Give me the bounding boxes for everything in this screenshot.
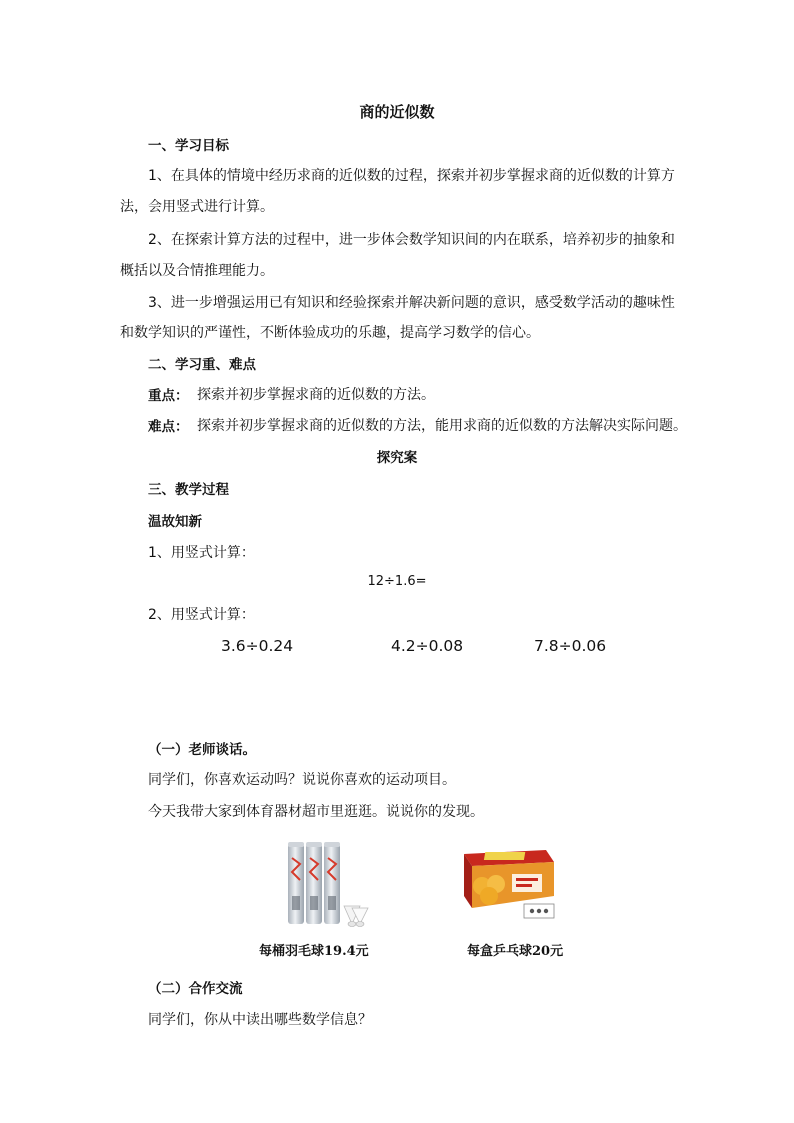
- question-1-expression: 12÷1.6=: [367, 574, 427, 589]
- expression-2: 4.2÷0.08: [391, 637, 464, 655]
- difficulty-label: 难点：: [148, 419, 189, 435]
- expression-3: 7.8÷0.06: [534, 637, 607, 655]
- part1-heading: （一）老师谈话。: [148, 742, 256, 758]
- pingpong-box-icon: [458, 848, 558, 924]
- part2-heading: （二）合作交流: [148, 981, 243, 997]
- section1-heading: 一、学习目标: [148, 138, 229, 154]
- difficulty-text: 探索并初步掌握求商的近似数的方法，能用求商的近似数的方法解决实际问题。: [197, 418, 687, 434]
- goal-1-line-2: 法，会用竖式进行计算。: [120, 199, 274, 215]
- pingpong-caption: 每盒乒乓球20元: [467, 944, 564, 959]
- part1-line-2: 今天我带大家到体育器材超市里逛逛。说说你的发现。: [148, 804, 484, 820]
- question-2: 2、用竖式计算：: [148, 607, 255, 623]
- section2-heading: 二、学习重、难点: [148, 357, 256, 373]
- goal-2-line-2: 概括以及合情推理能力。: [120, 263, 274, 279]
- part1-line-1: 同学们，你喜欢运动吗？说说你喜欢的运动项目。: [148, 772, 456, 788]
- key-point-text: 探索并初步掌握求商的近似数的方法。: [197, 387, 435, 403]
- goal-2-line-1: 2、在探索计算方法的过程中，进一步体会数学知识间的内在联系，培养初步的抽象和: [148, 232, 675, 248]
- goal-1-line-1: 1、在具体的情境中经历求商的近似数的过程，探索并初步掌握求商的近似数的计算方: [148, 168, 675, 184]
- goal-3-line-1: 3、进一步增强运用已有知识和经验探索并解决新问题的意识，感受数学活动的趣味性: [148, 295, 675, 311]
- expression-1: 3.6÷0.24: [221, 637, 294, 655]
- key-point-label: 重点：: [148, 388, 189, 404]
- page-title: 商的近似数: [359, 103, 435, 121]
- review-heading: 温故知新: [148, 514, 202, 530]
- question-1: 1、用竖式计算：: [148, 545, 255, 561]
- explore-title: 探究案: [376, 450, 418, 466]
- badminton-caption: 每桶羽毛球19.4元: [259, 944, 369, 959]
- part2-line-1: 同学们，你从中读出哪些数学信息？: [148, 1012, 372, 1028]
- badminton-tubes-icon: [282, 840, 372, 928]
- section3-heading: 三、教学过程: [148, 482, 229, 498]
- goal-3-line-2: 和数学知识的严谨性，不断体验成功的乐趣，提高学习数学的信心。: [120, 325, 540, 341]
